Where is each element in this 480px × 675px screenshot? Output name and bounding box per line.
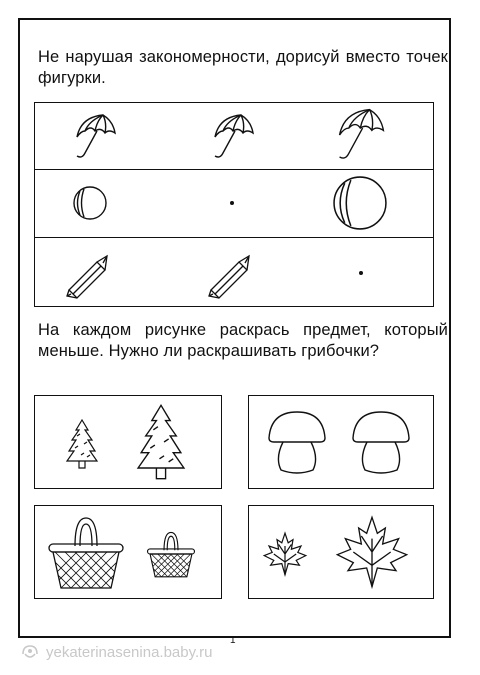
pencil-icon bbox=[63, 250, 113, 300]
task-2-instruction: На каждом рисунке раскрась предмет, который меньше. Нужно ли раскрашивать грибочки? bbox=[38, 321, 448, 360]
pattern-row-pencils bbox=[35, 237, 433, 307]
panel-fir-trees bbox=[34, 395, 222, 489]
panel-baskets bbox=[34, 505, 222, 599]
panel-mushrooms bbox=[248, 395, 434, 489]
placeholder-dot bbox=[229, 200, 235, 206]
panel-maple-leaves bbox=[248, 505, 434, 599]
pencil-icon bbox=[205, 250, 255, 300]
umbrella-icon bbox=[327, 105, 389, 165]
umbrella-icon bbox=[67, 111, 119, 163]
basket-icon bbox=[145, 528, 197, 580]
mushroom-icon bbox=[349, 408, 413, 476]
maple-leaf-icon bbox=[329, 512, 415, 592]
maple-leaf-icon bbox=[261, 530, 309, 578]
fir-tree-icon bbox=[65, 418, 99, 470]
baby-logo-icon bbox=[20, 642, 40, 662]
basket-icon bbox=[45, 512, 127, 592]
task-1-instruction: Не нарушая закономерности, дорисуй вместо точек фигурки. bbox=[38, 48, 448, 87]
pattern-grid bbox=[34, 102, 434, 307]
ball-icon bbox=[71, 184, 109, 222]
pattern-row-umbrellas bbox=[35, 103, 433, 169]
watermark-text: yekaterinasenina.baby.ru bbox=[46, 643, 213, 661]
page-number: 1 bbox=[230, 635, 236, 646]
ball-icon bbox=[331, 174, 389, 232]
fir-tree-icon bbox=[135, 402, 187, 482]
umbrella-icon bbox=[205, 111, 257, 163]
pattern-row-balls bbox=[35, 169, 433, 238]
mushroom-icon bbox=[265, 408, 329, 476]
watermark bbox=[20, 642, 213, 662]
placeholder-dot bbox=[358, 270, 364, 276]
